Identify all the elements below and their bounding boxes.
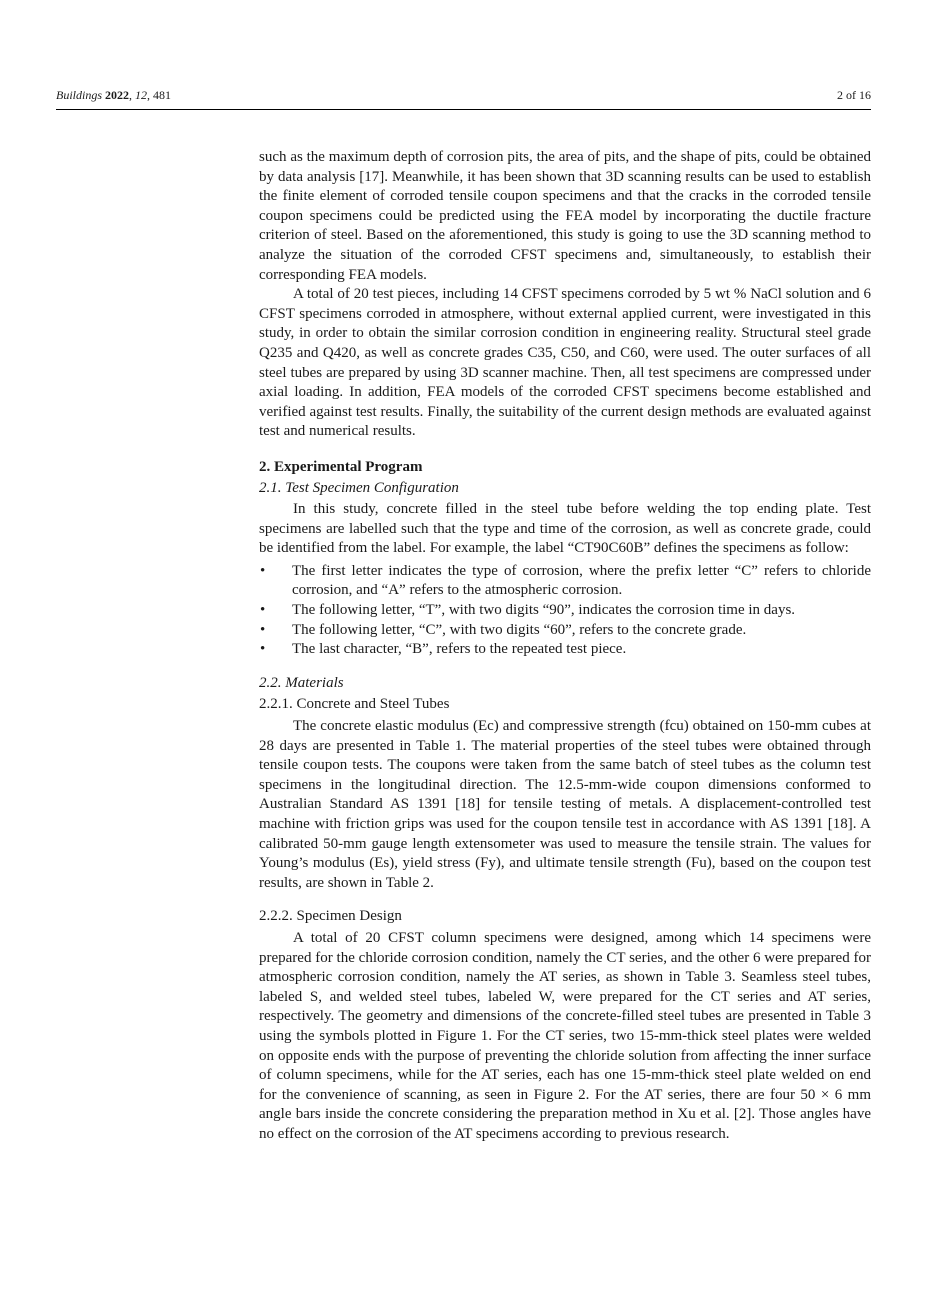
journal-name: Buildings xyxy=(56,88,103,102)
label-definition-list xyxy=(259,562,871,660)
list-item: • The following letter, “T”, with two digits “90”, indicates the corrosion time in days. xyxy=(259,601,871,621)
list-item: • The last character, “B”, refers to the repeated test piece. xyxy=(259,640,871,660)
list-item: • The first letter indicates the type of corrosion, where the prefix letter “C” refers to chloride corrosion, and “A” refers to the atmospheric corrosion. xyxy=(259,562,871,601)
journal-year: 2022 xyxy=(105,88,130,102)
journal-citation: Buildings 2022, 12, 481 xyxy=(56,88,172,102)
subsection-heading-test-specimen-configuration: 2.1. Test Specimen Configuration xyxy=(259,479,459,496)
subsection-heading-materials: 2.2. Materials xyxy=(259,674,344,691)
paragraph-test-overview: A total of 20 test pieces, including 14 CFST specimens corroded by 5 wt % NaCl solution and 6 CFST specimens corroded in atmosphere, without external applied current, were investigated in this study, in order to obtain the similar corrosion condition in engineering reality. Structural steel grade Q235 and Q420, as well as concrete grades C35, C50, and C60, were used. The outer surfaces of all steel tubes are prepared by using 3D scanner machine. Then, all test specimens are compressed under axial loading. In addition, FEA models of the corroded CFST specimens become established and verified against test results. Finally, the suitability of the current design methods are evaluated against test and numerical results. xyxy=(259,286,871,440)
subsubsection-heading-concrete-steel-tubes: 2.2.1. Concrete and Steel Tubes xyxy=(259,696,450,713)
paragraph-material-properties: The concrete elastic modulus (Ec) and compressive strength (fcu) obtained on 150-mm cubes at 28 days are presented in Table 1. The material properties of the steel tubes were obtained through tensile coupon tests. The coupons were taken from the same batch of steel tubes as the column test specimens in the longitudinal direction. The 12.5-mm-wide coupon dimensions conformed to Australian Standard AS 1391 [18] for tensile testing of metals. A displacement-controlled test machine with friction grips was used for the coupon tensile test in accordance with AS 1391 [18]. A calibrated 50-mm gauge length extensometer was used to measure the tensile strain. The values for Young’s modulus (Es), yield stress (Fy), and ultimate tensile strength (Fu), based on the coupon test results, are shown in Table 2. xyxy=(259,718,871,891)
journal-volume: 12 xyxy=(135,88,148,102)
article-number: , 481 xyxy=(147,88,172,102)
paragraph-specimen-labelling: In this study, concrete filled in the steel tube before welding the top ending plate. Test specimens are labelled such that the type and time of the corrosion, as well as concrete grade, could be identified from the label. For example, the label “CT90C60B” defines the specimens as follow: xyxy=(259,501,871,557)
section-heading-experimental-program: 2. Experimental Program xyxy=(259,458,423,475)
header-rule xyxy=(56,109,871,110)
paragraph-specimen-design: A total of 20 CFST column specimens were designed, among which 14 specimens were prepared for the chloride corrosion condition, namely the CT series, and the other 6 were prepared for atmospheric corrosion condition, namely the AT series, as shown in Table 3. Seamless steel tubes, labeled S, and welded steel tubes, labeled W, were prepared for the CT series and AT series, respectively. The geometry and dimensions of the concrete-filled steel tubes are presented in Table 3 using the symbols plotted in Figure 1. For the CT series, two 15-mm-thick steel plates were welded on opposite ends with the purpose of preventing the chloride solution from affecting the inner surface of column specimens, while for the AT series, each has one 15-mm-thick steel plate welded on end for the convenience of scanning, as seen in Figure 2. For the AT series, there are four 50 × 6 mm angle bars inside the concrete considering the preparation method in Xu et al. [2]. Those angles have no effect on the corrosion of the AT specimens according to previous research. xyxy=(259,929,871,1142)
list-item: • The following letter, “C”, with two digits “60”, refers to the concrete grade. xyxy=(259,621,871,641)
paragraph-intro-continued: such as the maximum depth of corrosion pits, the area of pits, and the shape of pits, could be obtained by data analysis [17]. Meanwhile, it has been shown that 3D scanning results can be used to establish the finite element of corroded tensile coupon specimens and that the cracks in the corroded tensile coupon specimens could be predicted using the FEA model by incorporating the ductile fracture criterion of steel. Based on the aforementioned, this study is going to use the 3D scanning method to analyze the situation of the corroded CFST specimens and, simultaneously, to establish their corresponding FEA models. xyxy=(259,149,871,283)
page-number: 2 of 16 xyxy=(837,88,871,102)
running-header xyxy=(56,86,871,110)
article-body xyxy=(259,148,871,1145)
subsubsection-heading-specimen-design: 2.2.2. Specimen Design xyxy=(259,908,402,925)
